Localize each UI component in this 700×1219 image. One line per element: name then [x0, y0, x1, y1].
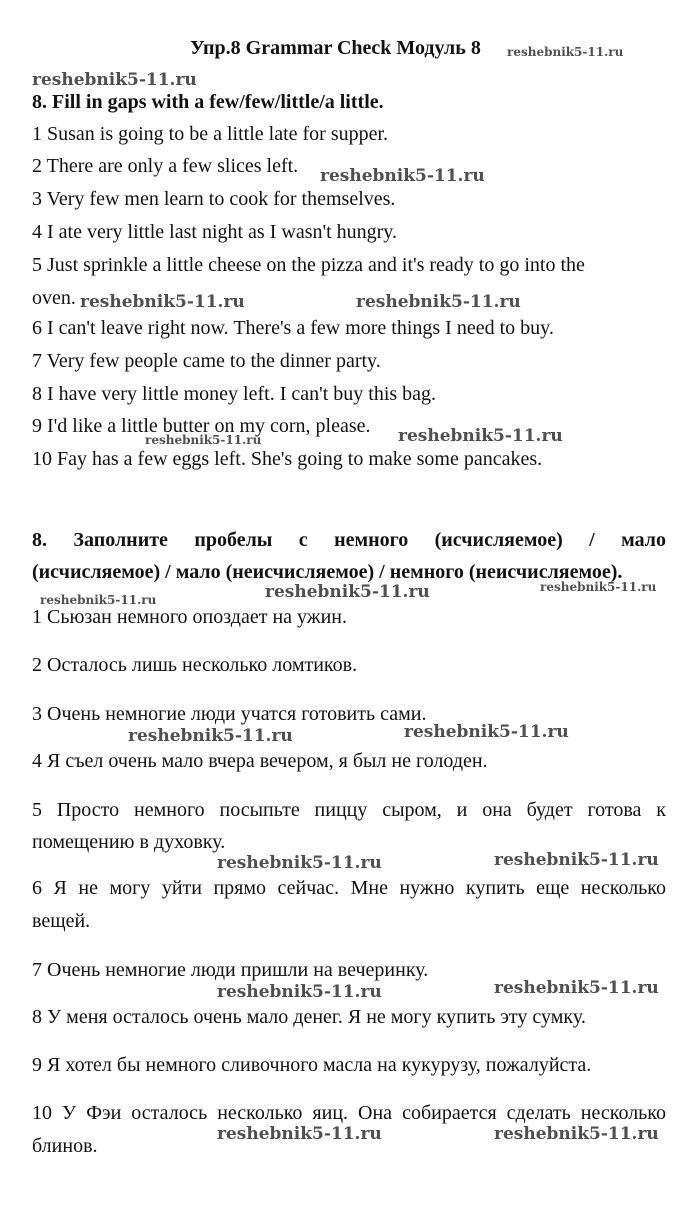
- watermark: reshebnik5-11.ru: [145, 433, 262, 447]
- russian-line-6: 6 Я не могу уйти прямо сейчас. Мне нужно купить еще несколько: [32, 877, 666, 899]
- english-line-5: 5 Just sprinkle a little cheese on the pizza and it's ready to go into the: [32, 254, 585, 276]
- english-line-4: 4 I ate very little last night as I wasn't hungry.: [32, 221, 397, 243]
- russian-line-6-cont: вещей.: [32, 910, 91, 932]
- watermark: reshebnik5-11.ru: [494, 850, 659, 870]
- watermark: reshebnik5-11.ru: [540, 580, 657, 594]
- english-line-9: 9 I'd like a little butter on my corn, please.: [32, 415, 371, 437]
- watermark: reshebnik5-11.ru: [494, 1124, 659, 1144]
- watermark: reshebnik5-11.ru: [507, 45, 624, 59]
- russian-line-10: 10 У Фэи осталось несколько яиц. Она собирается сделать несколько: [32, 1102, 666, 1124]
- russian-line-2: 2 Осталось лишь несколько ломтиков.: [32, 654, 358, 676]
- english-line-8: 8 I have very little money left. I can't buy this bag.: [32, 383, 437, 405]
- russian-line-5: 5 Просто немного посыпьте пиццу сыром, и она будет готова к: [32, 799, 666, 821]
- russian-line-7: 7 Очень немногие люди пришли на вечеринку.: [32, 959, 429, 981]
- russian-line-9: 9 Я хотел бы немного сливочного масла на кукурузу, пожалуйста.: [32, 1054, 592, 1076]
- russian-line-4: 4 Я съел очень мало вчера вечером, я был не голоден.: [32, 750, 488, 772]
- watermark: reshebnik5-11.ru: [32, 70, 197, 90]
- watermark: reshebnik5-11.ru: [217, 982, 382, 1002]
- english-line-10: 10 Fay has a few eggs left. She's going to make some pancakes.: [32, 448, 543, 470]
- watermark: reshebnik5-11.ru: [320, 166, 485, 186]
- russian-line-1: 1 Сьюзан немного опоздает на ужин.: [32, 606, 347, 628]
- russian-line-10-cont: блинов.: [32, 1135, 98, 1157]
- english-line-3: 3 Very few men learn to cook for themselves.: [32, 188, 396, 210]
- watermark: reshebnik5-11.ru: [80, 292, 245, 312]
- watermark: reshebnik5-11.ru: [128, 726, 293, 746]
- watermark: reshebnik5-11.ru: [217, 853, 382, 873]
- russian-line-8: 8 У меня осталось очень мало денег. Я не могу купить эту сумку.: [32, 1006, 586, 1028]
- english-line-2: 2 There are only a few slices left.: [32, 155, 299, 177]
- russian-heading-line-2: (исчисляемое) / мало (неисчисляемое) / немного (неисчисляемое).: [32, 561, 623, 583]
- page-title: Упр.8 Grammar Check Модуль 8: [190, 37, 481, 59]
- english-line-7: 7 Very few people came to the dinner party.: [32, 350, 381, 372]
- russian-line-3: 3 Очень немногие люди учатся готовить сами.: [32, 703, 427, 725]
- watermark: reshebnik5-11.ru: [494, 978, 659, 998]
- russian-heading-line-1: 8. Заполните пробелы с немного (исчисляемое) / мало: [32, 529, 666, 551]
- watermark: reshebnik5-11.ru: [404, 722, 569, 742]
- english-line-5-cont: oven.: [32, 287, 76, 309]
- watermark: reshebnik5-11.ru: [356, 292, 521, 312]
- english-line-1: 1 Susan is going to be a little late for supper.: [32, 123, 389, 145]
- watermark: reshebnik5-11.ru: [40, 593, 157, 607]
- watermark: reshebnik5-11.ru: [398, 426, 563, 446]
- english-heading: 8. Fill in gaps with a few/few/little/a little.: [32, 91, 384, 113]
- english-line-6: 6 I can't leave right now. There's a few more things I need to buy.: [32, 317, 554, 339]
- russian-line-5-cont: помещению в духовку.: [32, 831, 226, 853]
- watermark: reshebnik5-11.ru: [265, 582, 430, 602]
- watermark: reshebnik5-11.ru: [217, 1124, 382, 1144]
